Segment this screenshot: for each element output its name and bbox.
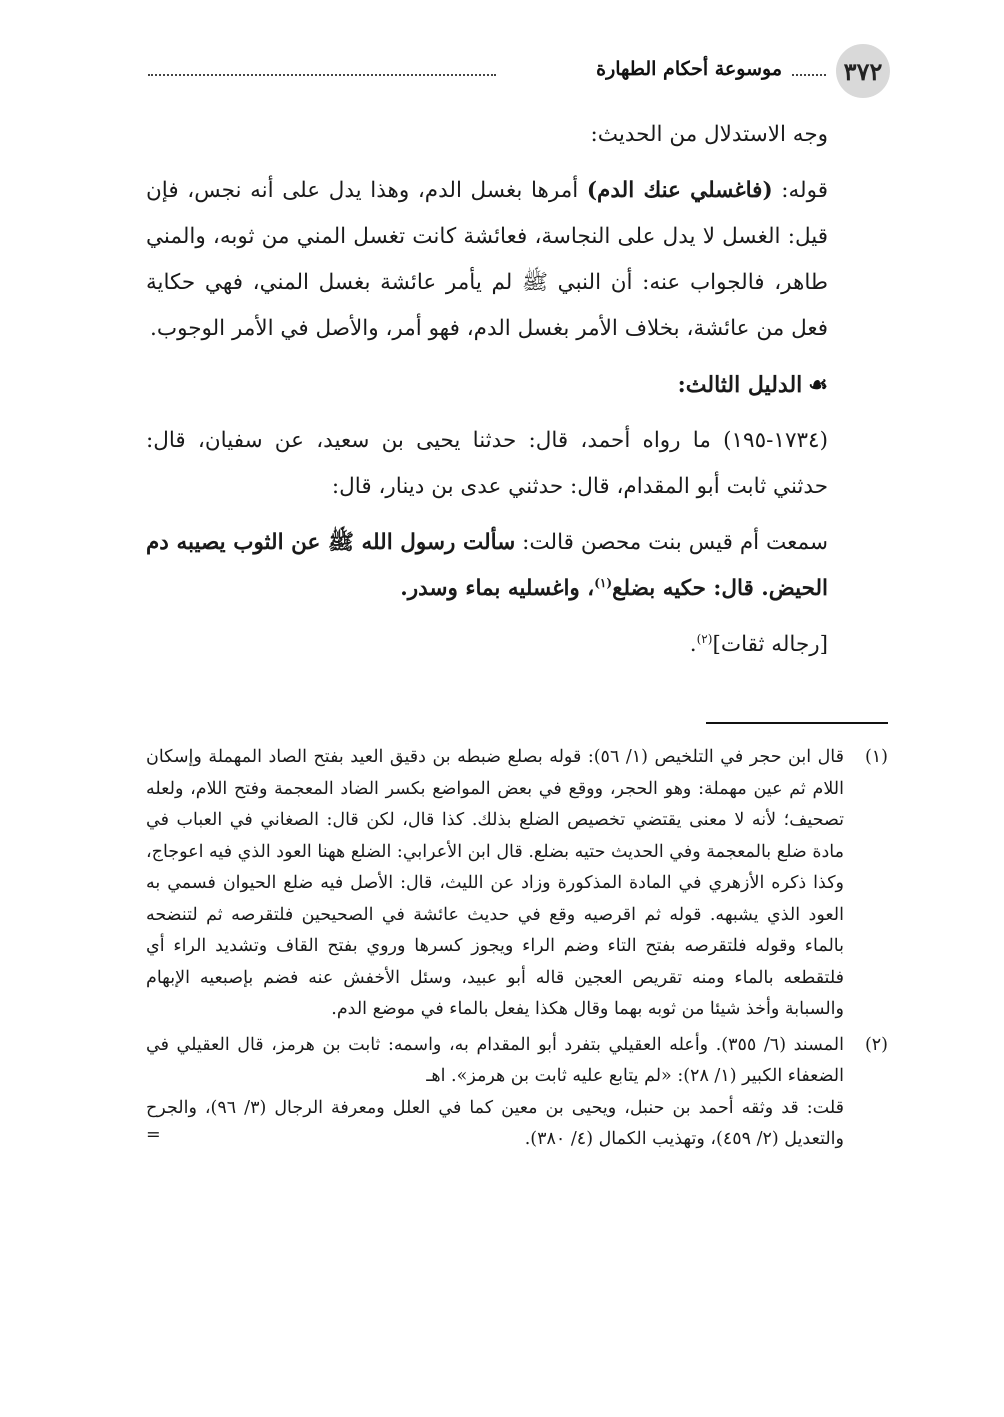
- heading-text: الدليل الثالث:: [677, 372, 803, 398]
- footnote-number: (٢): [864, 1034, 888, 1055]
- hadith-text-bold: سألت رسول الله ﷺ عن الثوب يصيبه دم الحيض. قال: حكيه بضلع: [146, 530, 828, 601]
- footnote-text: قال ابن حجر في التلخيص (١/ ٥٦): قوله بصلع ضبطه بن دقيق العيد بفتح الصاد المهملة وإسكان اللام ثم عين مهملة: وهو الحجر، ووقع في بعض المواضع بكسر الضاد المعجمة وفتح اللام، ولعله تصحيف؛ لأنه لا معنى يقتضي تخصيص الضلع بذلك. كذا قال، لكن قال: الصغاني في العباب في مادة ضلع بالمعجمة وفي الحديث حتيه بضلع. قال ابن الأعرابي: الضلع ههنا العود الذي فيه اعوجاج، وكذا ذكره الأزهري في المادة المذكورة وزاد عن الليث، قال: الأصل فيه ضلع الحيوان فسمي به العود الذي يشبهه. قوله ثم اقرصيه وقع في حديث عائشة في الصحيحين فلتقرصه ثم لتنضحه بالماء وقوله فلتقرصه بفتح التاء وضم الراء ويجوز كسرها وروي بفتح القاف وتشديد الراء أي فلتقطعه بالماء ومنه تقريص العجين قاله أبو عبيد، وسئل الأخفش عنه فضم بإصبعيه الإبهام والسبابة وأخذ شيئا من ثوبه بهما وقال هكذا يفعل بالماء في موضع الدم.: [146, 747, 844, 1019]
- paragraph-intro: وجه الاستدلال من الحديث:: [590, 122, 828, 147]
- footnote-text-continued: قلت: قد وثقه أحمد بن حنبل، ويحيى بن معين كما في العلل ومعرفة الرجال (٣/ ٩٦)، والجرح والتعديل (٢/ ٤٥٩)، وتهذيب الكمال (٤/ ٣٨٠).: [146, 1097, 845, 1149]
- paragraph-hadith: [146, 520, 888, 612]
- header-dotted-leader-right: [792, 74, 826, 76]
- footnote-ref-1[interactable]: (١): [594, 575, 613, 590]
- hadith-lead: سمعت أم قيس بنت محصن قالت:: [515, 530, 828, 555]
- footnote-1: [146, 742, 888, 1026]
- hadith-text-bold-end: ، واغسليه بماء وسدر.: [400, 576, 595, 601]
- explanation-rest: أمرها بغسل الدم، وهذا يدل على أنه نجس، فإن قيل: الغسل لا يدل على النجاسة، فعائشة كانت تغسل المني من ثوبه، والمني طاهر، فالجواب عنه: أن النبي ﷺ لم يأمر عائشة بغسل المني، فهي حكاية فعل من عائشة، بخلاف الأمر بغسل الدم، فهو أمر، والأصل في الأمر الوجوب.: [146, 178, 828, 341]
- running-header: [148, 44, 890, 100]
- footnote-body: [146, 1030, 844, 1156]
- heading-ornament-icon: ☙: [808, 372, 828, 398]
- section-heading: [146, 362, 888, 408]
- grading-text: [رجاله ثقات]: [712, 632, 828, 657]
- book-title: موسوعة أحكام الطهارة: [596, 58, 782, 80]
- explanation-lead: قوله:: [772, 178, 828, 203]
- grading-end: .: [689, 632, 697, 657]
- footnote-2: [146, 1030, 888, 1156]
- paragraph-grading: [146, 622, 888, 668]
- hadith-quote-bold: (فاغسلي عنك الدم): [586, 178, 773, 203]
- page-number-badge: ٣٧٢: [836, 44, 890, 98]
- continuation-mark: =: [146, 1125, 161, 1145]
- paragraph-explanation: [146, 168, 888, 352]
- header-dotted-leader-left: [148, 74, 496, 76]
- footnotes: [146, 742, 888, 1156]
- main-text: [146, 112, 888, 668]
- footnote-ref-2[interactable]: (٢): [696, 631, 713, 646]
- footnote-text: المسند (٦/ ٣٥٥). وأعله العقيلي بتفرد أبو المقدام به، واسمه: ثابت بن هرمز، قال العقيلي في الضعفاء الكبير (١/ ٢٨): «لم يتابع عليه ثابت بن هرمز». اهـ: [146, 1034, 845, 1086]
- paragraph-isnad: (١٧٣٤-١٩٥) ما رواه أحمد، قال: حدثنا يحيى بن سعيد، عن سفيان، قال: حدثني ثابت أبو المقدام، قال: حدثني عدى بن دينار، قال:: [146, 428, 828, 499]
- footnote-separator: [706, 722, 888, 724]
- footnote-number: (١): [864, 747, 888, 767]
